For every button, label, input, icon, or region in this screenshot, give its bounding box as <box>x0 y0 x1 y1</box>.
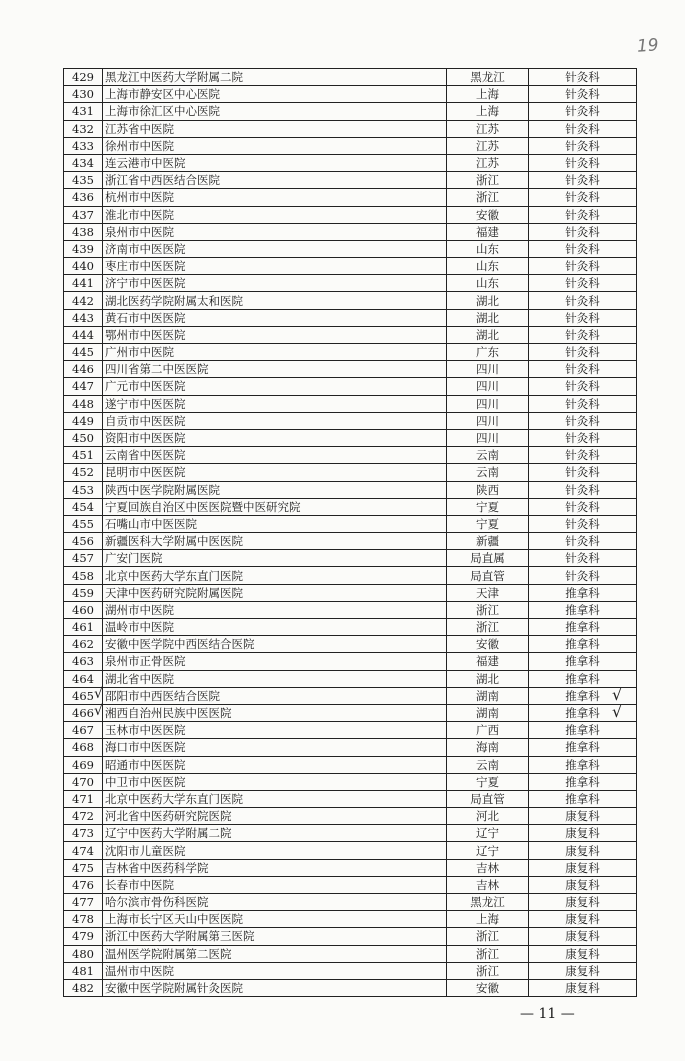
table-row <box>64 584 637 601</box>
hospital-name: 广安门医院 <box>103 550 447 567</box>
province: 河北 <box>447 808 529 825</box>
department: 针灸科 <box>529 86 637 103</box>
province: 黑龙江 <box>447 69 529 86</box>
province: 湖南 <box>447 687 529 704</box>
hospital-name: 湘西自治州民族中医医院 <box>103 704 447 721</box>
province: 四川 <box>447 395 529 412</box>
province: 广西 <box>447 722 529 739</box>
department: 针灸科 <box>529 154 637 171</box>
department: 针灸科 <box>529 275 637 292</box>
department: 针灸科 <box>529 567 637 584</box>
row-number: 473 <box>64 825 103 842</box>
province: 天津 <box>447 584 529 601</box>
hospital-name: 北京中医药大学东直门医院 <box>103 567 447 584</box>
table-row <box>64 567 637 584</box>
row-number: 440 <box>64 258 103 275</box>
province: 浙江 <box>447 172 529 189</box>
department: 针灸科 <box>529 258 637 275</box>
hospital-name: 广元市中医医院 <box>103 378 447 395</box>
table-row <box>64 842 637 859</box>
hospital-name: 新疆医科大学附属中医医院 <box>103 533 447 550</box>
table-row <box>64 344 637 361</box>
hospital-name: 温州医学院附属第二医院 <box>103 945 447 962</box>
table-row <box>64 240 637 257</box>
province: 局直属 <box>447 550 529 567</box>
province: 辽宁 <box>447 842 529 859</box>
hospital-name: 资阳市中医医院 <box>103 429 447 446</box>
department: 康复科 <box>529 825 637 842</box>
table-row <box>64 172 637 189</box>
row-number: 453 <box>64 481 103 498</box>
department: 康复科 <box>529 859 637 876</box>
row-number: 436 <box>64 189 103 206</box>
department: 针灸科 <box>529 326 637 343</box>
hospital-name: 黑龙江中医药大学附属二院 <box>103 69 447 86</box>
hospital-name: 上海市静安区中心医院 <box>103 86 447 103</box>
table-row <box>64 550 637 567</box>
row-number: 465 √ <box>64 687 103 704</box>
table-row <box>64 86 637 103</box>
check-mark-icon: √ <box>94 702 103 719</box>
table-row <box>64 69 637 86</box>
hospital-name: 徐州市中医院 <box>103 137 447 154</box>
table-row <box>64 429 637 446</box>
row-number: 455 <box>64 515 103 532</box>
row-number: 441 <box>64 275 103 292</box>
hospital-name: 湖北省中医院 <box>103 670 447 687</box>
hospital-name: 济南市中医医院 <box>103 240 447 257</box>
department: 针灸科 <box>529 292 637 309</box>
province: 福建 <box>447 223 529 240</box>
table-row <box>64 756 637 773</box>
hospital-name: 淮北市中医院 <box>103 206 447 223</box>
table-row <box>64 412 637 429</box>
hospital-name: 鄂州市中医医院 <box>103 326 447 343</box>
row-number: 464 <box>64 670 103 687</box>
row-number: 445 <box>64 344 103 361</box>
hospital-name: 江苏省中医院 <box>103 120 447 137</box>
row-number: 437 <box>64 206 103 223</box>
province: 四川 <box>447 429 529 446</box>
department: 针灸科 <box>529 447 637 464</box>
province: 四川 <box>447 361 529 378</box>
department: 推拿科 <box>529 739 637 756</box>
row-number: 439 <box>64 240 103 257</box>
table-row <box>64 309 637 326</box>
hospital-name: 温州市中医院 <box>103 962 447 979</box>
row-number: 443 <box>64 309 103 326</box>
department: 针灸科 <box>529 69 637 86</box>
row-number: 461 <box>64 619 103 636</box>
hospital-name: 哈尔滨市骨伤科医院 <box>103 894 447 911</box>
hospital-name: 四川省第二中医医院 <box>103 361 447 378</box>
table-row <box>64 825 637 842</box>
row-number: 456 <box>64 533 103 550</box>
hospital-name: 浙江省中西医结合医院 <box>103 172 447 189</box>
check-mark-icon: √ <box>94 685 103 702</box>
department: 针灸科 <box>529 464 637 481</box>
department: 针灸科 <box>529 550 637 567</box>
table-row <box>64 859 637 876</box>
department: 针灸科 <box>529 533 637 550</box>
table-row <box>64 739 637 756</box>
hospital-name: 中卫市中医医院 <box>103 773 447 790</box>
table-row <box>64 464 637 481</box>
province: 云南 <box>447 447 529 464</box>
row-number: 454 <box>64 498 103 515</box>
province: 吉林 <box>447 859 529 876</box>
hospital-name: 连云港市中医院 <box>103 154 447 171</box>
department: 推拿科 <box>529 670 637 687</box>
row-number: 433 <box>64 137 103 154</box>
row-number: 474 <box>64 842 103 859</box>
hospital-name: 泉州市正骨医院 <box>103 653 447 670</box>
department: 针灸科 <box>529 120 637 137</box>
province: 浙江 <box>447 928 529 945</box>
province: 上海 <box>447 103 529 120</box>
department: 康复科 <box>529 894 637 911</box>
row-number: 451 <box>64 447 103 464</box>
row-number: 467 <box>64 722 103 739</box>
province: 湖北 <box>447 309 529 326</box>
department: 针灸科 <box>529 361 637 378</box>
hospital-name: 安徽中医学院附属针灸医院 <box>103 979 447 996</box>
department: 针灸科 <box>529 378 637 395</box>
province: 湖北 <box>447 292 529 309</box>
table-row <box>64 120 637 137</box>
hospital-table-body <box>64 69 637 997</box>
row-number: 460 <box>64 601 103 618</box>
department: 康复科 <box>529 842 637 859</box>
row-number: 459 <box>64 584 103 601</box>
row-number: 470 <box>64 773 103 790</box>
province: 上海 <box>447 911 529 928</box>
province: 吉林 <box>447 876 529 893</box>
row-number: 431 <box>64 103 103 120</box>
department: 推拿科 <box>529 687 637 704</box>
province: 云南 <box>447 464 529 481</box>
row-number: 447 <box>64 378 103 395</box>
table-row <box>64 876 637 893</box>
table-row <box>64 619 637 636</box>
row-number: 450 <box>64 429 103 446</box>
hospital-name: 吉林省中医药科学院 <box>103 859 447 876</box>
province: 安徽 <box>447 979 529 996</box>
row-number: 446 <box>64 361 103 378</box>
table-row <box>64 808 637 825</box>
hospital-name: 海口市中医医院 <box>103 739 447 756</box>
row-number: 452 <box>64 464 103 481</box>
table-row <box>64 361 637 378</box>
row-number: 468 <box>64 739 103 756</box>
department: 推拿科 <box>529 722 637 739</box>
row-number: 476 <box>64 876 103 893</box>
hospital-name: 遂宁市中医医院 <box>103 395 447 412</box>
province: 陕西 <box>447 481 529 498</box>
province: 江苏 <box>447 137 529 154</box>
hospital-table <box>63 68 637 997</box>
hospital-name: 温岭市中医院 <box>103 619 447 636</box>
row-number: 430 <box>64 86 103 103</box>
department: 康复科 <box>529 979 637 996</box>
hospital-name: 泉州市中医院 <box>103 223 447 240</box>
check-mark-icon: √ <box>612 702 623 722</box>
row-number: 432 <box>64 120 103 137</box>
province: 辽宁 <box>447 825 529 842</box>
province: 湖北 <box>447 326 529 343</box>
row-number: 481 <box>64 962 103 979</box>
row-number: 449 <box>64 412 103 429</box>
table-row <box>64 945 637 962</box>
department: 针灸科 <box>529 515 637 532</box>
row-number: 471 <box>64 790 103 807</box>
hospital-name: 昭通市中医医院 <box>103 756 447 773</box>
hospital-name: 辽宁中医药大学附属二院 <box>103 825 447 842</box>
province: 宁夏 <box>447 498 529 515</box>
department: 推拿科 <box>529 773 637 790</box>
province: 新疆 <box>447 533 529 550</box>
table-row <box>64 223 637 240</box>
province: 四川 <box>447 412 529 429</box>
province: 山东 <box>447 240 529 257</box>
department: 针灸科 <box>529 309 637 326</box>
hospital-name: 枣庄市中医医院 <box>103 258 447 275</box>
hospital-name: 玉林市中医医院 <box>103 722 447 739</box>
table-row <box>64 601 637 618</box>
hospital-name: 长春市中医院 <box>103 876 447 893</box>
hospital-name: 北京中医药大学东直门医院 <box>103 790 447 807</box>
table-row <box>64 962 637 979</box>
department: 康复科 <box>529 962 637 979</box>
table-row <box>64 154 637 171</box>
department: 康复科 <box>529 945 637 962</box>
row-number: 469 <box>64 756 103 773</box>
table-row <box>64 189 637 206</box>
row-number: 435 <box>64 172 103 189</box>
province: 广东 <box>447 344 529 361</box>
province: 浙江 <box>447 601 529 618</box>
row-number: 477 <box>64 894 103 911</box>
table-row <box>64 790 637 807</box>
hospital-name: 安徽中医学院中西医结合医院 <box>103 636 447 653</box>
province: 宁夏 <box>447 515 529 532</box>
table-row <box>64 704 637 721</box>
hospital-name: 黄石市中医医院 <box>103 309 447 326</box>
row-number: 472 <box>64 808 103 825</box>
hospital-name: 邵阳市中西医结合医院 <box>103 687 447 704</box>
hospital-name: 沈阳市儿童医院 <box>103 842 447 859</box>
department: 康复科 <box>529 876 637 893</box>
table-row <box>64 378 637 395</box>
table-row <box>64 103 637 120</box>
table-row <box>64 773 637 790</box>
department: 针灸科 <box>529 498 637 515</box>
row-number: 479 <box>64 928 103 945</box>
row-number: 458 <box>64 567 103 584</box>
province: 山东 <box>447 275 529 292</box>
province: 山东 <box>447 258 529 275</box>
table-row <box>64 894 637 911</box>
table-row <box>64 498 637 515</box>
hospital-name: 陕西中医学院附属医院 <box>103 481 447 498</box>
province: 局直管 <box>447 790 529 807</box>
handwritten-page-mark: 19 <box>636 35 660 57</box>
province: 浙江 <box>447 945 529 962</box>
table-row <box>64 206 637 223</box>
hospital-name: 湖北医药学院附属太和医院 <box>103 292 447 309</box>
hospital-name: 浙江中医药大学附属第三医院 <box>103 928 447 945</box>
table-row <box>64 687 637 704</box>
row-number: 444 <box>64 326 103 343</box>
table-row <box>64 447 637 464</box>
table-row <box>64 515 637 532</box>
row-number: 463 <box>64 653 103 670</box>
province: 浙江 <box>447 962 529 979</box>
province: 江苏 <box>447 120 529 137</box>
hospital-name: 宁夏回族自治区中医医院暨中医研究院 <box>103 498 447 515</box>
department: 推拿科 <box>529 601 637 618</box>
table-row <box>64 326 637 343</box>
department: 针灸科 <box>529 206 637 223</box>
row-number: 434 <box>64 154 103 171</box>
table-row <box>64 533 637 550</box>
table-row <box>64 636 637 653</box>
hospital-name: 广州市中医院 <box>103 344 447 361</box>
province: 浙江 <box>447 619 529 636</box>
row-number: 462 <box>64 636 103 653</box>
province: 上海 <box>447 86 529 103</box>
province: 云南 <box>447 756 529 773</box>
table-row <box>64 275 637 292</box>
row-number: 438 <box>64 223 103 240</box>
province: 安徽 <box>447 636 529 653</box>
hospital-name: 自贡市中医医院 <box>103 412 447 429</box>
province: 湖北 <box>447 670 529 687</box>
department: 针灸科 <box>529 137 637 154</box>
table-row <box>64 670 637 687</box>
table-row <box>64 137 637 154</box>
hospital-name: 湖州市中医院 <box>103 601 447 618</box>
department: 针灸科 <box>529 412 637 429</box>
province: 宁夏 <box>447 773 529 790</box>
department: 针灸科 <box>529 481 637 498</box>
department: 针灸科 <box>529 344 637 361</box>
row-number: 480 <box>64 945 103 962</box>
province: 海南 <box>447 739 529 756</box>
province: 福建 <box>447 653 529 670</box>
department: 推拿科 <box>529 636 637 653</box>
department: 推拿科 <box>529 653 637 670</box>
table-row <box>64 258 637 275</box>
hospital-name: 天津中医药研究院附属医院 <box>103 584 447 601</box>
hospital-name: 上海市徐汇区中心医院 <box>103 103 447 120</box>
hospital-name: 杭州市中医院 <box>103 189 447 206</box>
table-row <box>64 722 637 739</box>
footer-page-number: — 11 — <box>520 1006 575 1022</box>
row-number: 429 <box>64 69 103 86</box>
province: 安徽 <box>447 206 529 223</box>
row-number: 475 <box>64 859 103 876</box>
row-number: 457 <box>64 550 103 567</box>
department: 推拿科 <box>529 584 637 601</box>
row-number: 482 <box>64 979 103 996</box>
table-row <box>64 395 637 412</box>
table-row <box>64 653 637 670</box>
department: 康复科 <box>529 928 637 945</box>
hospital-name: 昆明市中医医院 <box>103 464 447 481</box>
table-row <box>64 928 637 945</box>
hospital-name: 石嘴山市中医医院 <box>103 515 447 532</box>
table-row <box>64 911 637 928</box>
check-mark-icon: √ <box>612 685 623 705</box>
province: 湖南 <box>447 704 529 721</box>
department: 针灸科 <box>529 223 637 240</box>
table-row <box>64 292 637 309</box>
row-number: 478 <box>64 911 103 928</box>
department: 推拿科 <box>529 756 637 773</box>
row-number: 448 <box>64 395 103 412</box>
province: 江苏 <box>447 154 529 171</box>
hospital-name: 河北省中医药研究院医院 <box>103 808 447 825</box>
department: 针灸科 <box>529 240 637 257</box>
province: 黑龙江 <box>447 894 529 911</box>
row-number: 466 √ <box>64 704 103 721</box>
hospital-name: 云南省中医医院 <box>103 447 447 464</box>
table-row <box>64 481 637 498</box>
department: 针灸科 <box>529 103 637 120</box>
department: 针灸科 <box>529 189 637 206</box>
department: 康复科 <box>529 911 637 928</box>
hospital-name: 济宁市中医医院 <box>103 275 447 292</box>
department: 针灸科 <box>529 429 637 446</box>
province: 局直管 <box>447 567 529 584</box>
department: 针灸科 <box>529 172 637 189</box>
department: 推拿科 <box>529 619 637 636</box>
table-row <box>64 979 637 996</box>
province: 四川 <box>447 378 529 395</box>
hospital-name: 上海市长宁区天山中医医院 <box>103 911 447 928</box>
row-number: 442 <box>64 292 103 309</box>
department: 针灸科 <box>529 395 637 412</box>
province: 浙江 <box>447 189 529 206</box>
department: 推拿科 <box>529 790 637 807</box>
department: 推拿科 <box>529 704 637 721</box>
department: 康复科 <box>529 808 637 825</box>
